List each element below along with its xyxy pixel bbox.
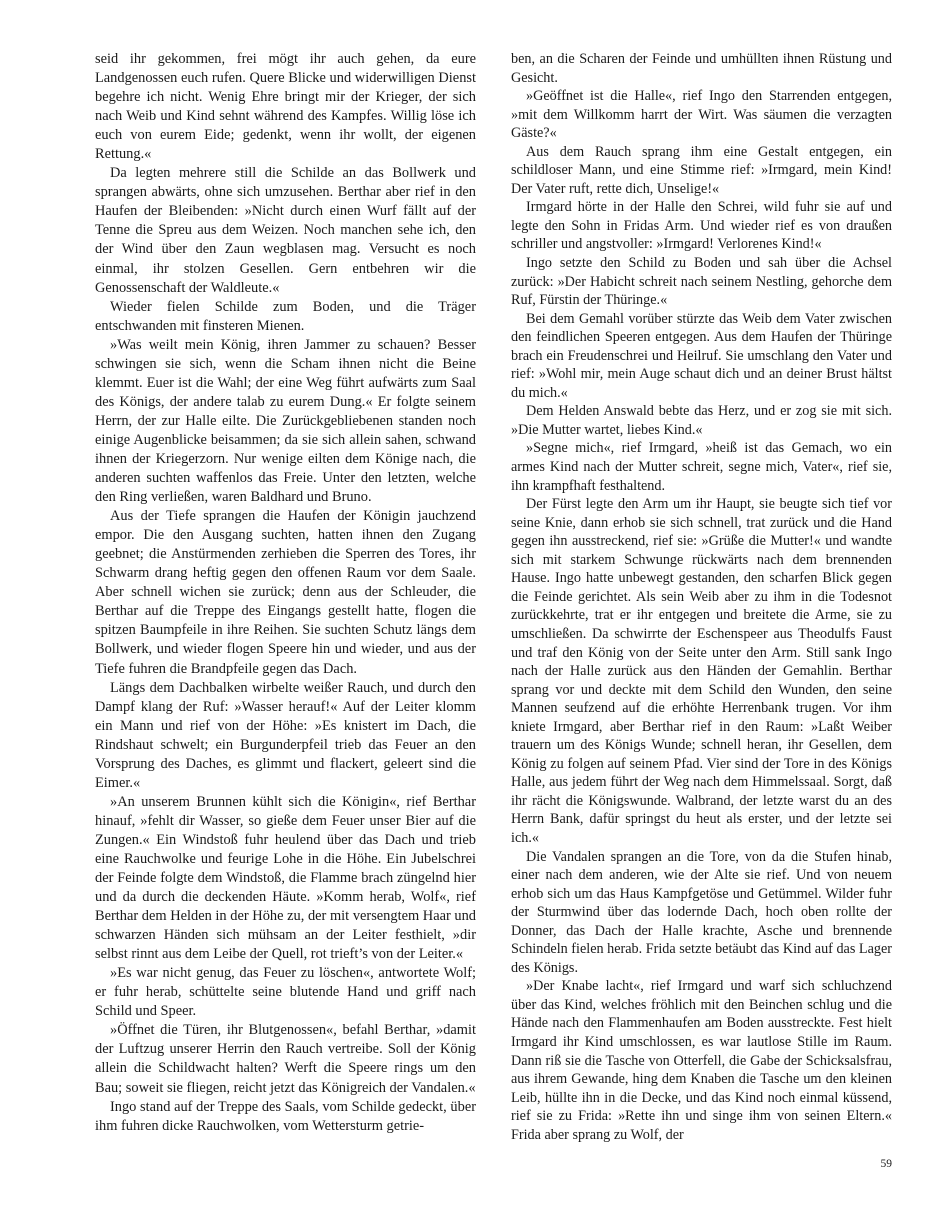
paragraph: Aus dem Rauch sprang ihm eine Gestalt entgegen, ein schildloser Mann, und eine Stimme rief: »Irmgard, mein Kind! Der Vater ruft, rette dich, Unselige!« [511,143,892,197]
paragraph: Die Vandalen sprangen an die Tore, von da die Stufen hinab, einer nach dem anderen, wie der Alte sie rief. Und von neuem erhob sich um das Haus Kampfgetöse und Getümmel. Wilder fuhr der Sturmwind über das lodernde Dach, hoch oben rollte der Donner, das Dach der Halle krachte, Asche und brennende Schindeln fielen herab. Frida setzte betäubt das Kind auf das Lager des Königs. [511,848,892,976]
page-number: 59 [880,1158,892,1170]
paragraph: Ingo setzte den Schild zu Boden und sah über die Achsel zurück: »Der Habicht schreit nach seinem Nestling, gehorche dem Ruf, Fürstin der Thüringe.« [511,255,892,309]
paragraph: seid ihr gekommen, frei mögt ihr auch gehen, da eure Landgenossen euch rufen. Quere Blicke und widerwilligen Dienst begehre ich nicht. Wenig Ehre bringt mir der Krieger, der sich nach Weib und Kind sehnt während des Kampfes. Willig löse ich euch von eurem Eide; gedenkt, wenn ihr wollt, der eigenen Rettung.« [95,51,476,163]
paragraph: »Öffnet die Türen, ihr Blutgenossen«, befahl Berthar, »damit der Luftzug unserer Herrin den Rauch vertreibe. Soll der König allein die Schildwacht halten? Werft die Speere rings um den Bau; soweit sie fliegen, reicht jetzt das Königreich der Vandalen.« [95,1022,476,1096]
paragraph: ben, an die Scharen der Feinde und umhüllten ihnen Rüstung und Gesicht. [511,51,892,86]
paragraph: Längs dem Dachbalken wirbelte weißer Rauch, und durch den Dampf klang der Ruf: »Wasser herauf!« Auf der Leiter klomm ein Mann und rief von der Höhe: »Es knistert im Dach, die Rindshaut schwelt; ein Burgunderpfeil trieb das Feuer an den Vorsprung des Daches, es glimmt und flackert, geleert sind die Eimer.« [95,679,476,791]
paragraph: »Was weilt mein König, ihren Jammer zu schauen? Besser schwingen sie sich, wenn die Scham ihnen nicht die Beine klemmt. Euer ist die Wahl; der eine Weg führt aufwärts zum Saal des Königs, der andere talab zu eurem Dung.« Er folgte seinem Herrn, der zur Halle eilte. Die Zurückgebliebenen standen noch einige Augenblicke beisammen; da sie sich allein sahen, schwand ihnen der Kriegerzorn. Nur wenige eilten dem Könige nach, die anderen suchten waffenlos das Freie. Unter den letzten, welche den Ring verließen, waren Baldhard und Bruno. [95,336,476,506]
paragraph: Ingo stand auf der Treppe des Saals, vom Schilde gedeckt, über ihm fuhren dicke Rauchwolken, vom Wettersturm getrie- [95,1098,476,1134]
paragraph: »Segne mich«, rief Irmgard, »heiß ist das Gemach, wo ein armes Kind nach der Mutter schreit, segne mich, Vater«, rief sie, ihn krampfhaft festhaltend. [511,440,892,494]
paragraph: Bei dem Gemahl vorüber stürzte das Weib dem Vater zwischen den feindlichen Speeren entgegen. Aus dem Haufen der Thüringe brach ein Freudenschrei und Heilruf. Sie umschlang den Vater und rief: »Wohl mir, mein Auge schaut dich und an deiner Brust hältst du mich.« [511,310,892,401]
paragraph: Irmgard hörte in der Halle den Schrei, wild fuhr sie auf und legte den Sohn in Fridas Arm. Und wieder rief es von draußen schriller und angstvoller: »Irmgard! Verlorenes Kind!« [511,199,892,253]
paragraph: Der Fürst legte den Arm um ihr Haupt, sie beugte sich tief vor seine Knie, dann erhob sie sich schnell, trat zurück und die Hand gegen ihn ausstreckend, rief sie: »Grüße die Mutter!« und wandte sich mit starkem Schwunge rückwärts nach dem brennenden Hause. Ingo hatte unbewegt gestanden, den scharfen Blick gegen die Feinde gerichtet. Als sein Weib aber zu ihm in die Todesnot zurückkehrte, trat er ihr entgegen und breitete die Arme, sie zu umschließen. Da schwirrte der Eschenspeer aus Theodulfs Faust und traf den König von der Seite unter den Arm. Still sank Ingo nach der Halle zurück aus den Händen der Gemahlin. Berthar sprang vor und deckte mit dem Schild den Wunden, den seine Mannen seufzend auf die erhöhte Herrenbank trugen. Vor ihm kniete Irmgard, aber Berthar rief in den Raum: »Laßt Weiber trauern um des Königs Wunde; schnell heran, ihr Gesellen, dem König zu folgen auf seinem Pfad. Vier sind der Tore in des Königs Halle, aus jedem führt der Weg nach dem Himmelssaal. Sorgt, daß ihr rächt die Königswunde. Walbrand, der letzte warst du an des Herrn Bank, dafür springst du heut als erster, und der letzte sei ich.« [511,496,892,846]
paragraph: Da legten mehrere still die Schilde an das Bollwerk und sprangen abwärts, ohne sich umzusehen. Berthar aber rief in den Haufen der Bleibenden: »Nicht durch einen Wurf fällt auf der Tenne die Spreu aus dem Weizen. Noch manchen sehe ich, den der Wind über den Zaun wegblasen mag. Versucht es noch einmal, ihr stolzen Gesellen. Gern entbehren wir die Genossenschaft der Waldleute.« [95,165,476,296]
left-text-column [95,50,476,1136]
paragraph: »An unserem Brunnen kühlt sich die Königin«, rief Berthar hinauf, »fehlt dir Wasser, so gieße dem Feuer unser Bier auf die Zungen.« Ein Windstoß fuhr heulend über das Dach und trieb eine Rauchwolke und feurige Lohe in die Höhe. Ein Jubelschrei der Feinde folgte dem Windstoß, die Flamme brach züngelnd hier und da durch die deckenden Häute. »Komm herab, Wolf«, rief Berthar dem Helden in der Höhe zu, der mit versengtem Haar und schwarzen Händen sich mühsam an der Leiter festhielt, »dir selbst rinnt aus dem Leibe der Quell, rot trieft’s von der Leiter.« [95,793,476,963]
right-text-column [511,50,892,1144]
paragraph: »Der Knabe lacht«, rief Irmgard und warf sich schluchzend über das Kind, welches fröhlich mit den Beinchen schlug und die Hände nach den Flammenhaufen am Boden ausstreckte. Fest hielt Irmgard ihr Kind umschlossen, es war lautlose Stille im Raum. Dann riß sie die Tasche von Otterfell, die Gabe der Schicksalsfrau, aus ihrem Gewande, hing dem Knaben die Tasche um den kleinen Leib, hüllte ihn in die Decke, und das Kind noch einmal küssend, rief sie zu Frida: »Rette ihn und singe ihm von seinen Eltern.« Frida aber sprang zu Wolf, der [511,978,892,1143]
paragraph: Wieder fielen Schilde zum Boden, und die Träger entschwanden mit finsteren Mienen. [95,298,476,334]
paragraph: Dem Helden Answald bebte das Herz, und er zog sie mit sich. »Die Mutter wartet, liebes Kind.« [511,403,892,438]
paragraph: Aus der Tiefe sprangen die Haufen der Königin jauchzend empor. Die den Ausgang suchten, hatten ihnen den Zugang geebnet; die Anstürmenden zerhieben die Sperren des Tores, ihr Schwarm drang heftig gegen den offenen Raum vor dem Saale. Aber schnell wichen sie zurück; denn aus der Schleuder, die Berthar auf die Treppe des Eingangs gestellt hatte, flogen die spitzen Baumpfeile in ihre Reihen. Sie suchten Schutz längs dem Bollwerk, und wieder flogen Speere hin und wieder, und aus der Tiefe fuhren die Brandpfeile gegen das Dach. [95,508,476,677]
paragraph: »Geöffnet ist die Halle«, rief Ingo den Starrenden entgegen, »mit dem Willkomm harrt der Wirt. Was säumen die verzagten Gäste?« [511,88,892,142]
paragraph: »Es war nicht genug, das Feuer zu löschen«, antwortete Wolf; er fuhr herab, schüttelte seine blutende Hand und griff nach Schild und Speer. [95,965,476,1020]
